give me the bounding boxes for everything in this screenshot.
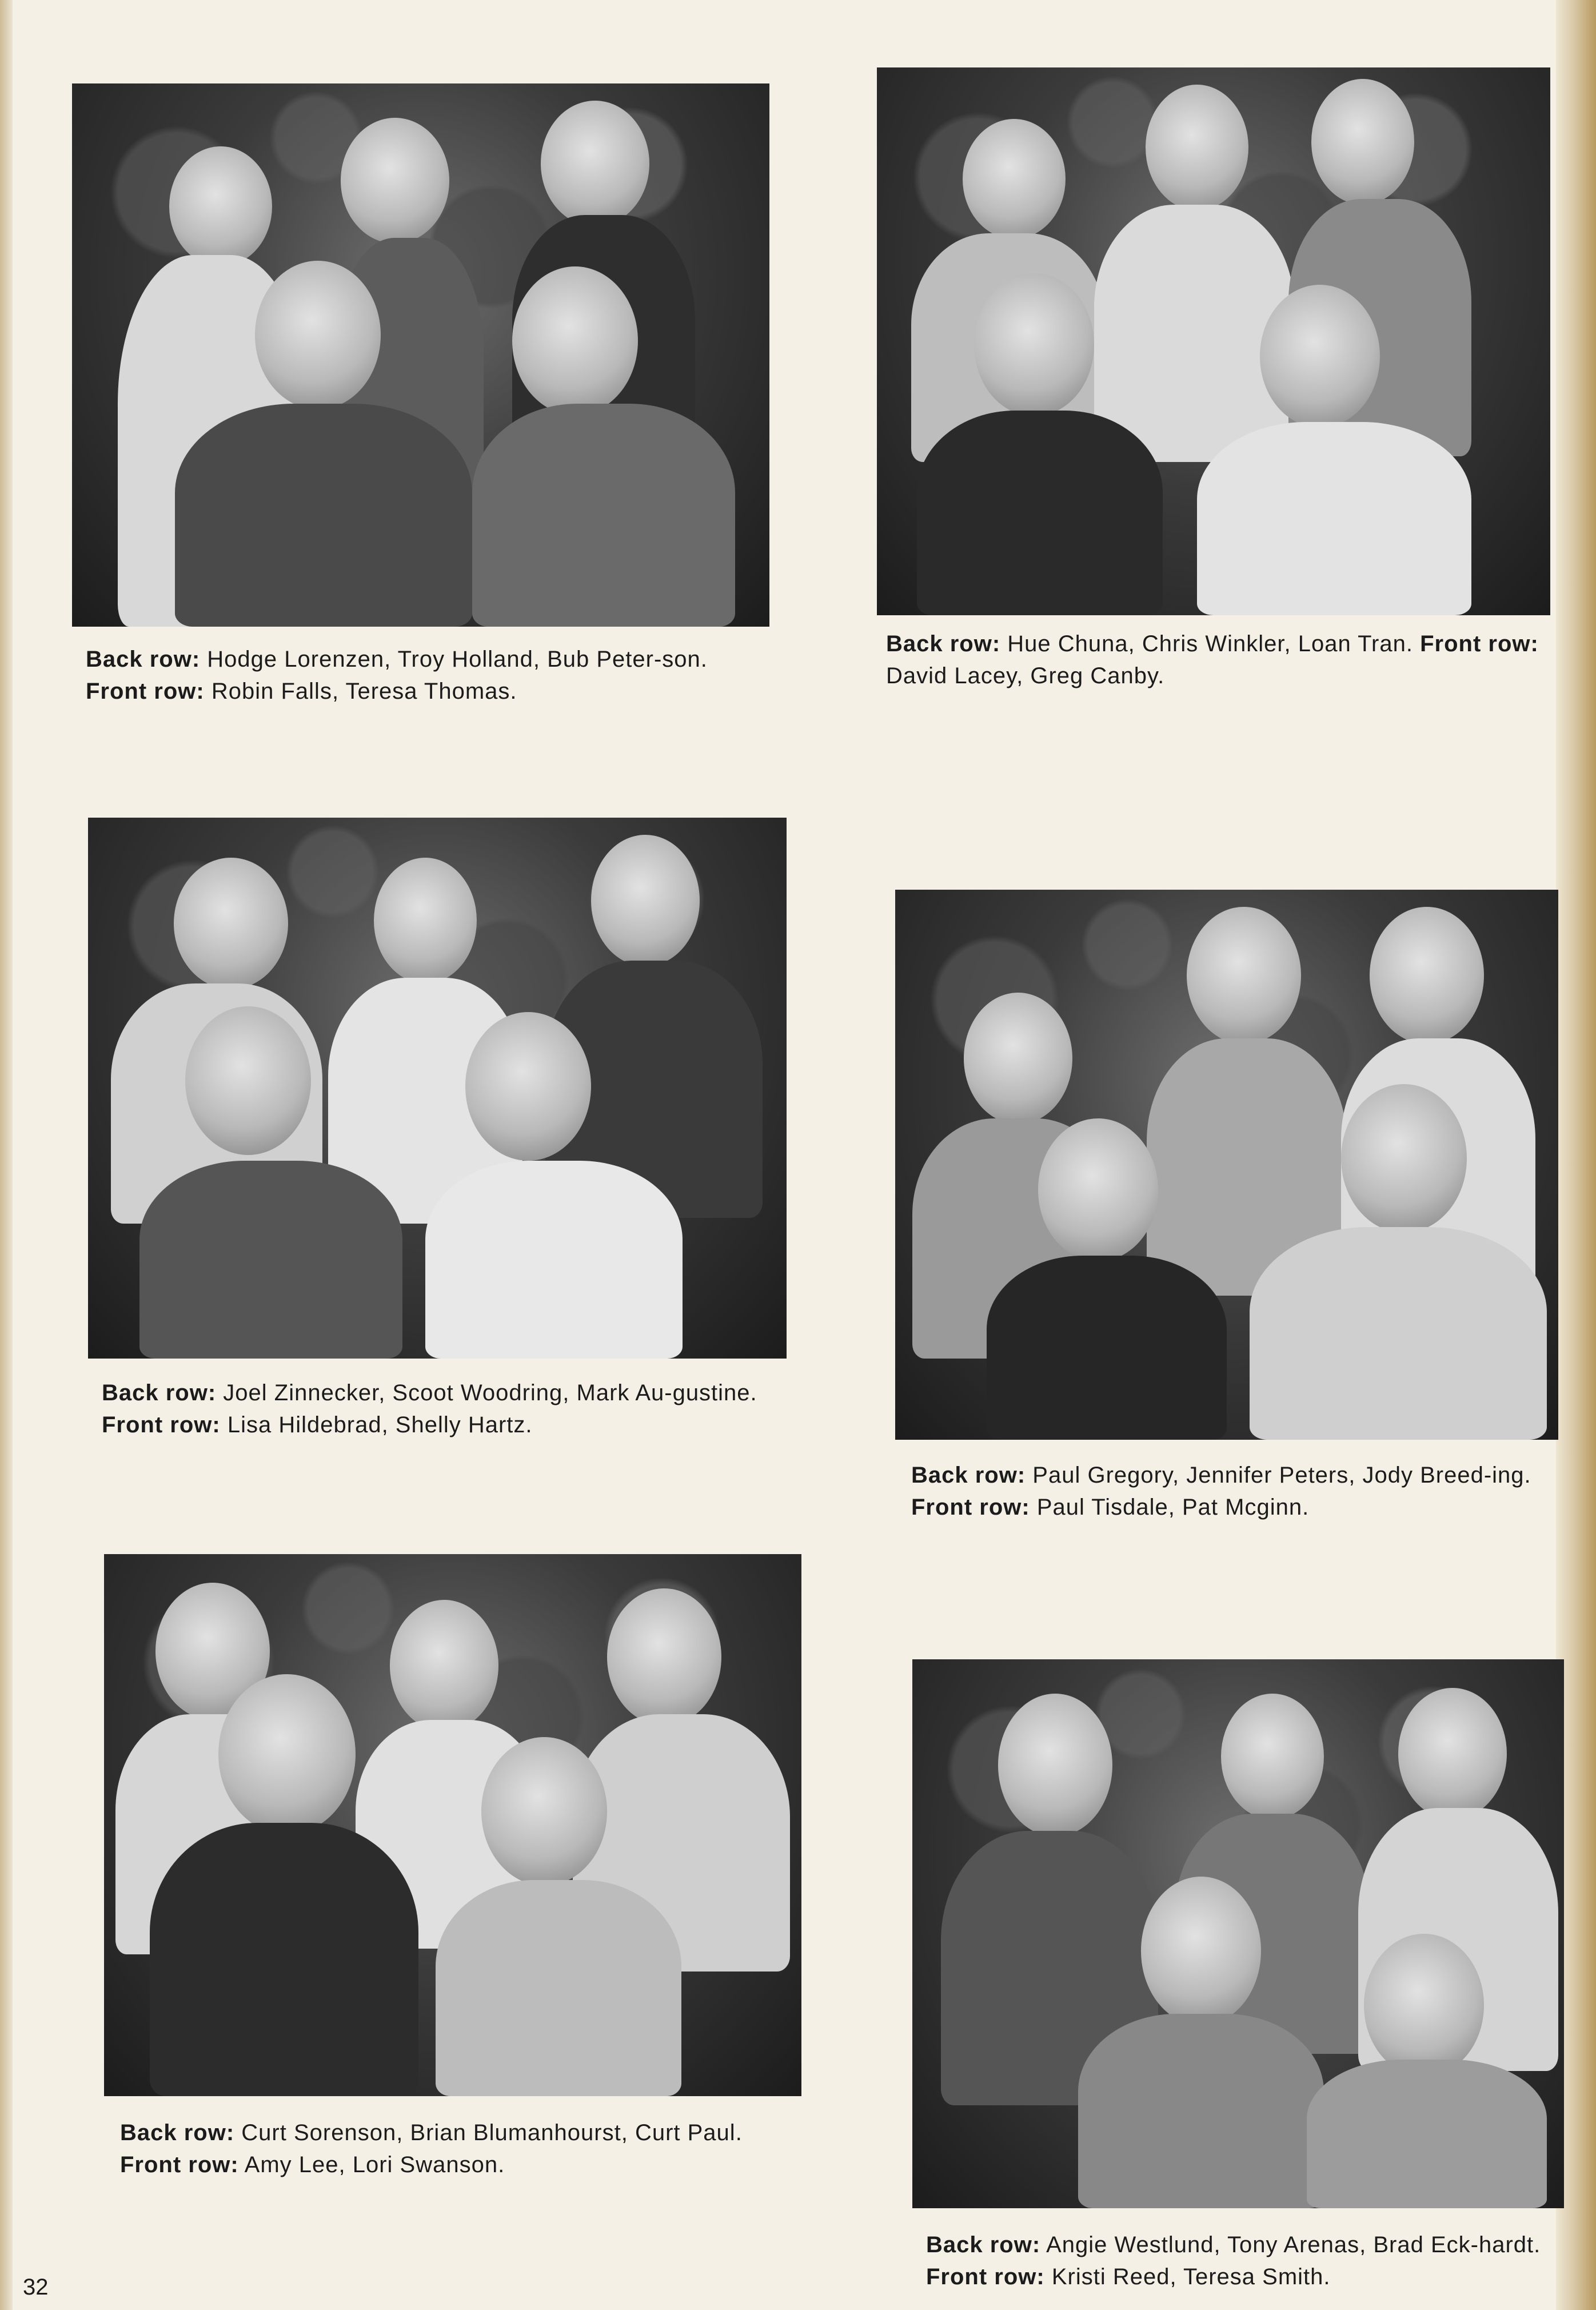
photo-2-caption xyxy=(886,628,1561,692)
group-photo-2 xyxy=(877,67,1550,615)
page-number: 32 xyxy=(23,2275,49,2300)
front-row-label: Front row: xyxy=(102,1412,221,1437)
photo-6-caption xyxy=(926,2229,1566,2293)
back-row-names: Joel Zinnecker, Scoot Woodring, Mark Au-gustine. xyxy=(223,1380,757,1405)
front-row-label: Front row: xyxy=(1420,631,1539,656)
front-row-names: Amy Lee, Lori Swanson. xyxy=(244,2152,505,2177)
front-row-names: Paul Tisdale, Pat Mcginn. xyxy=(1036,1495,1310,1520)
front-row-label: Front row: xyxy=(120,2152,239,2177)
front-row-label: Front row: xyxy=(86,679,205,704)
photo-5-caption xyxy=(120,2117,806,2181)
front-row-label: Front row: xyxy=(926,2264,1045,2289)
back-row-names: Paul Gregory, Jennifer Peters, Jody Breed-ing. xyxy=(1032,1463,1531,1488)
front-row-label: Front row: xyxy=(911,1495,1030,1520)
group-photo-6 xyxy=(912,1659,1564,2208)
back-row-names: Angie Westlund, Tony Arenas, Brad Eck-hardt. xyxy=(1046,2232,1541,2257)
back-row-label: Back row: xyxy=(926,2232,1041,2257)
photo-3-caption xyxy=(102,1377,788,1441)
front-row-names: Robin Falls, Teresa Thomas. xyxy=(211,679,517,704)
group-photo-1 xyxy=(72,83,769,627)
back-row-label: Back row: xyxy=(120,2120,235,2145)
front-row-names: Kristi Reed, Teresa Smith. xyxy=(1051,2264,1331,2289)
back-row-names: Hodge Lorenzen, Troy Holland, Bub Peter-son. xyxy=(207,647,708,672)
group-photo-3 xyxy=(88,818,787,1359)
back-row-label: Back row: xyxy=(886,631,1001,656)
photo-4-caption xyxy=(911,1459,1574,1523)
photo-1-caption xyxy=(86,643,772,707)
back-row-names: Hue Chuna, Chris Winkler, Loan Tran. xyxy=(1007,631,1413,656)
back-row-label: Back row: xyxy=(911,1463,1026,1488)
page-binding-edge xyxy=(0,0,13,2310)
front-row-names: David Lacey, Greg Canby. xyxy=(886,663,1165,688)
group-photo-5 xyxy=(104,1554,801,2096)
group-photo-4 xyxy=(895,890,1558,1440)
back-row-label: Back row: xyxy=(102,1380,217,1405)
front-row-names: Lisa Hildebrad, Shelly Hartz. xyxy=(227,1412,533,1437)
back-row-label: Back row: xyxy=(86,647,201,672)
back-row-names: Curt Sorenson, Brian Blumanhourst, Curt Paul. xyxy=(241,2120,743,2145)
